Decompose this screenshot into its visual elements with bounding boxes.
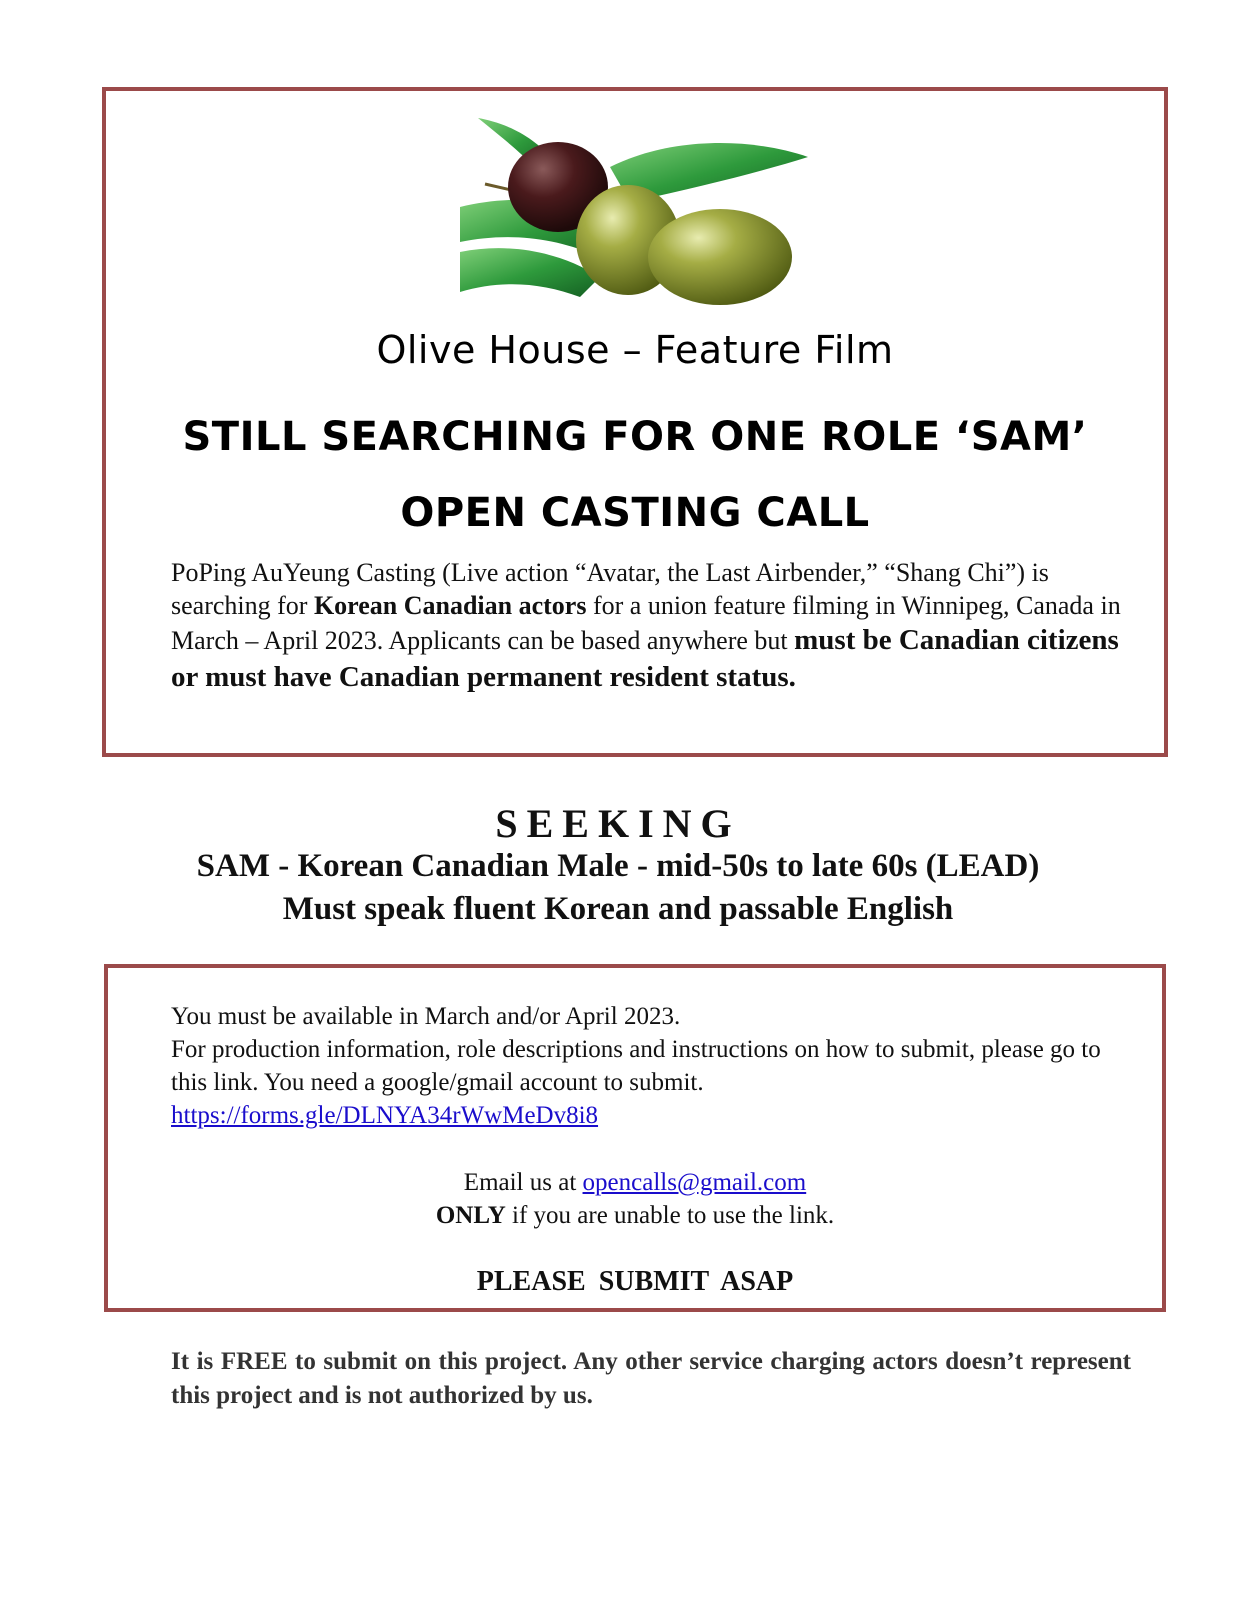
only-rest: if you are unable to use the link. [505,1202,835,1229]
info-text: For production information, role descriptions and instructions on how to submit, please go to this link. You need a google/gmail account to submit. [171,1036,1101,1096]
submit-asap-text: PLEASE SUBMIT ASAP [476,1266,794,1297]
seeking-heading: SEEKING [495,801,741,846]
details-text [171,1000,1131,1132]
language-requirement: Must speak fluent Korean and passable English [282,891,954,927]
intro-bold: Korean Canadian actors [313,591,587,620]
availability-text: You must be available in March and/or April 2023. [171,1003,681,1030]
only-label: ONLY [435,1202,506,1229]
citizenship-requirement: must be Canadian citizens or must have Canadian permanent resident status. [171,624,1119,693]
open-casting-call-heading: OPEN CASTING CALL [400,490,870,536]
intro-text: PoPing AuYeung Casting (Live action “Avatar, the Last Airbender,” “Shang Chi”) is searching for [171,558,1049,620]
intro-paragraph [171,556,1131,696]
email-prefix: Email us at [463,1169,583,1196]
email-block [104,1166,1166,1232]
email-link[interactable]: opencalls@gmail.com [582,1169,807,1196]
olive-branch-icon [460,112,820,312]
film-title: Olive House – Feature Film [376,328,894,372]
form-link[interactable]: https://forms.gle/DLNYA34rWwMeDv8i8 [171,1102,599,1129]
intro-text-rest: for a union feature filming in Winnipeg, Canada in March – April 2023. Applicants can be based anywhere but [171,591,1121,655]
role-description: SAM - Korean Canadian Male - mid-50s to late 60s (LEAD) [196,848,1040,884]
role-search-heading: STILL SEARCHING FOR ONE ROLE ‘SAM’ [182,414,1088,460]
free-submission-note: It is FREE to submit on this project. Any other service charging actors doesn’t represent this project and is not authorized by us. [171,1348,1131,1409]
